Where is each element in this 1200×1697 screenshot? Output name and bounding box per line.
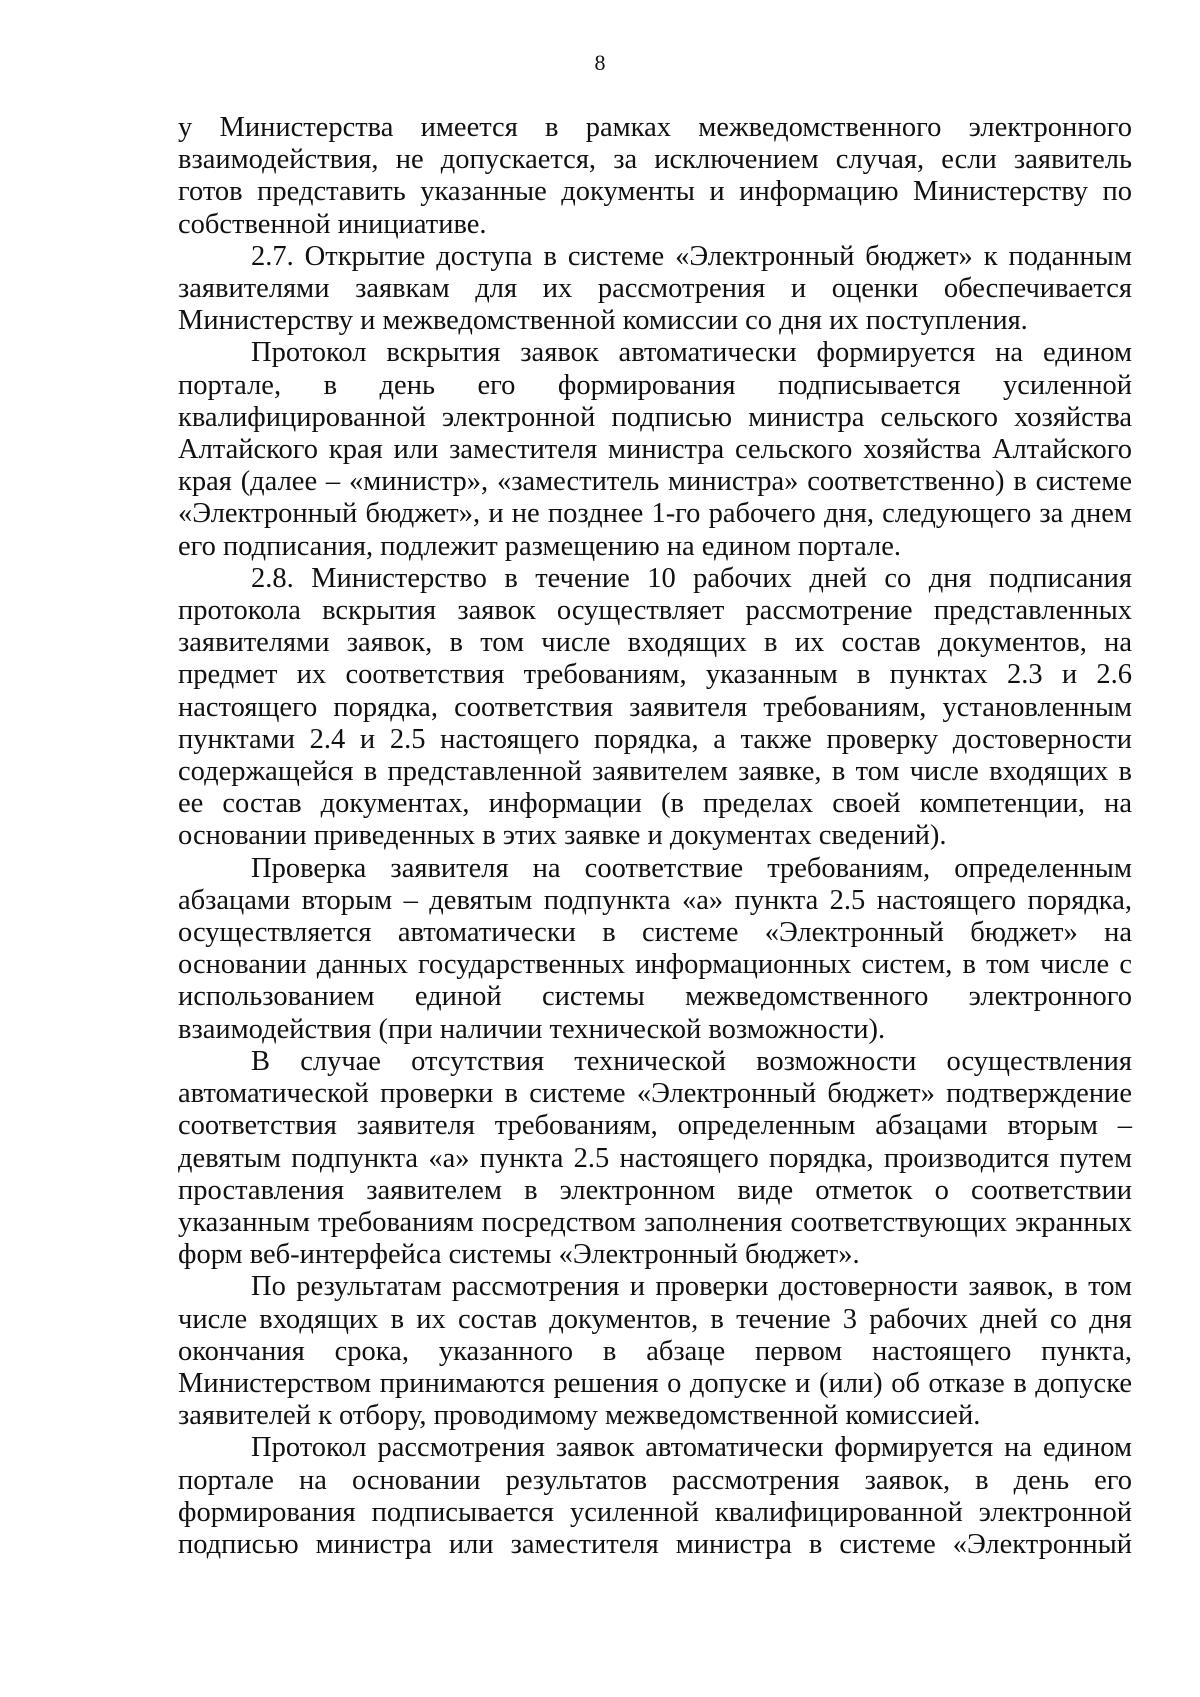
paragraph-review-protocol: Протокол рассмотрения заявок автоматически формируется на едином портале на основании результатов рассмотрения заявок, в день его формирования подписывается усиленной квалифицированной электронной подписью министра или заместителя министра в системе «Электронный [178,1432,1132,1560]
paragraph-continuation: у Министерства имеется в рамках межведомственного электронного взаимодействия, не допускается, за исключением случая, если заявитель готов представить указанные документы и информацию Министерству по собственной инициативе. [178,112,1132,240]
paragraph-2-7: 2.7. Открытие доступа в системе «Электронный бюджет» к поданным заявителями заявкам для их рассмотрения и оценки обеспечивается Министерству и межведомственной комиссии со дня их поступления. [178,240,1132,337]
paragraph-opening-protocol: Протокол вскрытия заявок автоматически формируется на едином портале, в день его формирования подписывается усиленной квалифицированной электронной подписью министра сельского хозяйства Алтайского края или заместителя министра сельского хозяйства Алтайского края (далее – «министр», «заместитель министра» соответственно) в системе «Электронный бюджет», и не позднее 1-го рабочего дня, следующего за днем его подписания, подлежит размещению на едином портале. [178,337,1132,562]
page-number: 8 [594,50,606,75]
paragraph-no-technical-possibility: В случае отсутствия технической возможности осуществления автоматической проверки в системе «Электронный бюджет» подтверждение соответствия заявителя требованиям, определенным абзацами вторым – девятым подпункта «а» пункта 2.5 настоящего порядка, производится путем проставления заявителем в электронном виде отметок о соответствии указанным требованиям посредством заполнения соответствующих экранных форм веб-интерфейса системы «Электронный бюджет». [178,1045,1132,1271]
paragraph-applicant-check: Проверка заявителя на соответствие требованиям, определенным абзацами вторым – девятым подпункта «а» пункта 2.5 настоящего порядка, осуществляется автоматически в системе «Электронный бюджет» на основании данных государственных информационных систем, в том числе с использованием единой системы межведомственного электронного взаимодействия (при наличии технической возможности). [178,852,1132,1045]
document-body [178,112,1132,1561]
paragraph-2-8: 2.8. Министерство в течение 10 рабочих дней со дня подписания протокола вскрытия заявок осуществляет рассмотрение представленных заявителями заявок, в том числе входящих в их состав документов, на предмет их соответствия требованиям, указанным в пунктах 2.3 и 2.6 настоящего порядка, соответствия заявителя требованиям, установленным пунктами 2.4 и 2.5 настоящего порядка, а также проверку достоверности содержащейся в представленной заявителем заявке, в том числе входящих в ее состав документах, информации (в пределах своей компетенции, на основании приведенных в этих заявке и документах сведений). [178,562,1132,852]
paragraph-review-results: По результатам рассмотрения и проверки достоверности заявок, в том числе входящих в их состав документов, в течение 3 рабочих дней со дня окончания срока, указанного в абзаце первом настоящего пункта, Министерством принимаются решения о допуске и (или) об отказе в допуске заявителей к отбору, проводимому межведомственной комиссией. [178,1271,1132,1432]
